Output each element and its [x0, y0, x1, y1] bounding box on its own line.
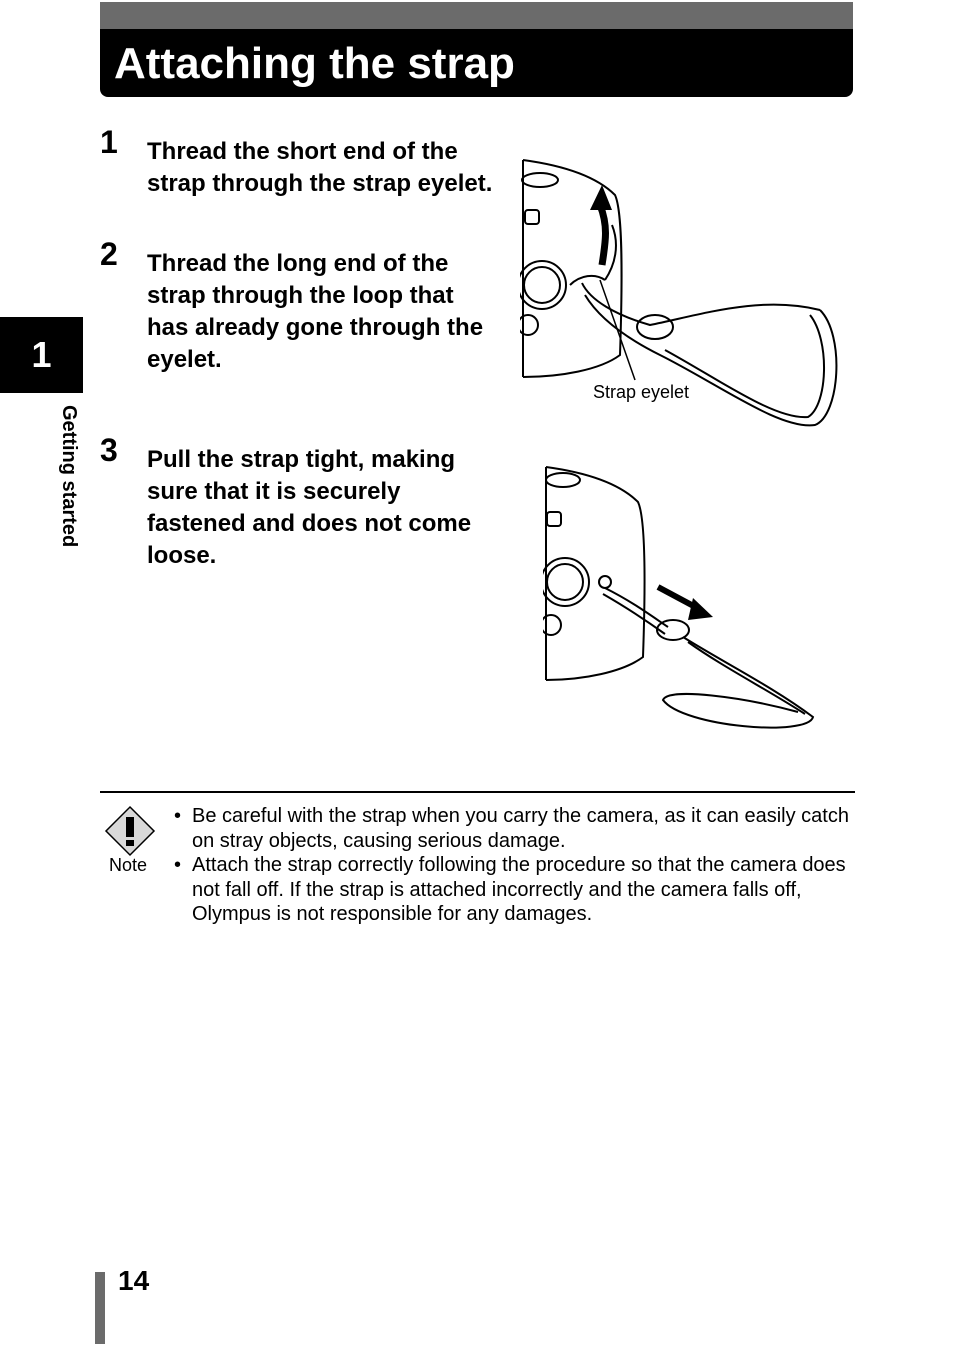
note-label: Note — [109, 855, 148, 875]
chapter-label — [56, 405, 82, 580]
strap-eyelet-caption: Strap eyelet — [593, 382, 690, 402]
step-text: Thread the short end of the strap through the strap eyelet. — [147, 138, 493, 197]
caution-icon — [104, 805, 156, 857]
note-divider — [100, 791, 855, 793]
note-item: • Attach the strap correctly following the procedure so that the camera does not fall off. If the strap is attached incorrectly and the camera falls off, Olympus is not responsible for any damages. — [172, 853, 857, 927]
chapter-label-text: Getting started — [58, 405, 80, 548]
step-number: 2 — [100, 236, 118, 272]
step-text: Pull the strap tight, making sure that it is securely fastened and does not come loose. — [147, 446, 472, 569]
step-number: 1 — [100, 124, 118, 160]
page-number-bar — [95, 1272, 105, 1344]
chapter-tab: 1 — [0, 317, 83, 393]
step-text: Thread the long end of the strap through the loop that has already gone through the eyelet. — [147, 250, 484, 373]
strap-tightening-illustration — [543, 462, 823, 742]
page-title: Attaching the strap — [114, 39, 515, 88]
note-list — [172, 804, 857, 927]
title-bar — [100, 2, 853, 97]
note-item: • Be careful with the strap when you carry the camera, as it can easily catch on stray objects, causing serious damage. — [172, 804, 857, 853]
step-number: 3 — [100, 432, 118, 468]
page-number: 14 — [118, 1265, 150, 1296]
title-top-strip — [100, 2, 853, 29]
